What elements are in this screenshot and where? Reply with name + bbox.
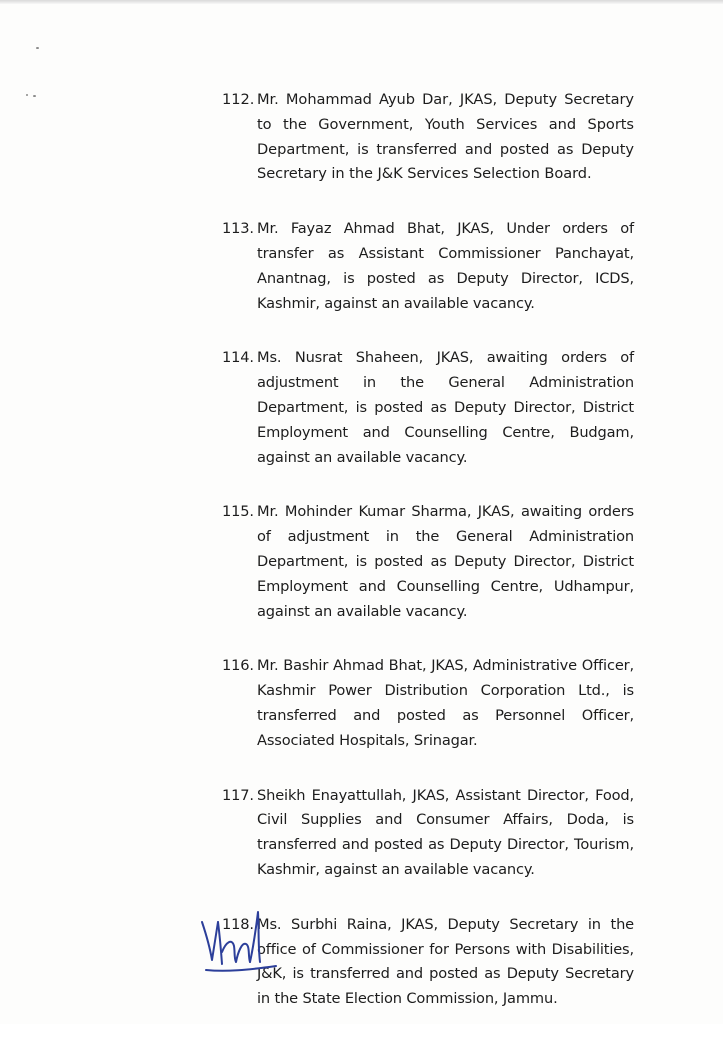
order-item-115 [222, 500, 634, 624]
order-number: 116. [222, 657, 254, 675]
signature-stroke [250, 912, 260, 962]
order-text: Mr. Bashir Ahmad Bhat, JKAS, Administrative Officer, Kashmir Power Distribution Corporation Ltd., is transferred and posted as Personnel Officer, Associated Hospitals, Srinagar. [257, 657, 634, 749]
order-number: 113. [222, 220, 254, 238]
scan-speck [33, 95, 36, 97]
order-item-118 [222, 913, 634, 1012]
order-item-114 [222, 346, 634, 470]
order-number: 115. [222, 503, 254, 521]
order-number: 112. [222, 91, 255, 108]
order-item-116 [222, 654, 634, 753]
transfer-orders-list [222, 88, 634, 1042]
order-text: Sheikh Enayattullah, JKAS, Assistant Director, Food, Civil Supplies and Consumer Affairs, Doda, is transferred and posted as Deputy Director, Tourism, Kashmir, against an available vacancy. [257, 786, 634, 878]
scan-speck [36, 47, 39, 49]
order-text: Ms. Nusrat Shaheen, JKAS, awaiting orders of adjustment in the General Administration Department, is posted as Deputy Director, District Employment and Counselling Centre, Budgam, against an available vacancy. [257, 349, 634, 466]
order-text: Ms. Surbhi Raina, JKAS, Deputy Secretary in the office of Commissioner for Persons with Disabilities, J&K, is transferred and posted as Deputy Secretary in the State Election Commission, Jammu. [257, 915, 634, 1008]
signature-stroke [222, 942, 250, 962]
order-number: 118. [222, 915, 254, 933]
order-text: Mr. Mohammad Ayub Dar, JKAS, Deputy Secretary to the Government, Youth Services and Sports Department, is transferred and posted as Deputy Secretary in the J&K Services Selection Board. [257, 91, 634, 183]
order-item-112 [222, 88, 634, 187]
scan-speck [26, 94, 28, 96]
order-text: Mr. Fayaz Ahmad Bhat, JKAS, Under orders of transfer as Assistant Commissioner Panchayat, Anantnag, is posted as Deputy Director, ICDS, Kashmir, against an available vacancy. [257, 220, 634, 312]
order-text: Mr. Mohinder Kumar Sharma, JKAS, awaiting orders of adjustment in the General Administration Department, is posted as Deputy Director, District Employment and Counselling Centre, Udhampur, against an available vacancy. [257, 503, 634, 620]
scan-top-edge [0, 0, 723, 4]
order-number: 117. [222, 786, 254, 804]
order-item-117 [222, 784, 634, 883]
signature-stroke [206, 966, 276, 971]
order-number: 114. [222, 349, 254, 367]
order-item-113 [222, 217, 634, 316]
handwritten-signature [192, 904, 282, 976]
signature-stroke [218, 922, 222, 964]
signature-stroke [202, 922, 218, 960]
